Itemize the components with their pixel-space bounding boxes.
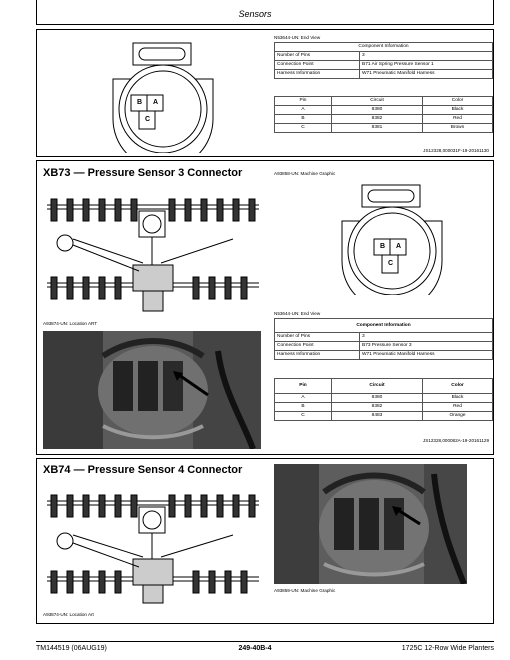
table-cell: Black bbox=[423, 394, 493, 403]
location-photo bbox=[43, 331, 261, 449]
header-rule bbox=[36, 24, 494, 25]
graphic-label: A93858-UN: Machine Graphic bbox=[274, 171, 336, 176]
machine-graphic-photo bbox=[274, 464, 467, 584]
table-cell: B73 Pressure Sensor 3 bbox=[360, 342, 493, 351]
table-cell: 8382 bbox=[332, 115, 423, 124]
table-cell: W71 Pneumatic Manifold Harness bbox=[360, 351, 493, 360]
table-cell: Harness Information bbox=[275, 351, 360, 360]
planter-location-diagram bbox=[43, 487, 263, 605]
reference-code: JS12328,000082A-19-20161129 bbox=[422, 438, 489, 443]
planter-location-diagram bbox=[43, 191, 263, 315]
block-2 bbox=[36, 160, 494, 455]
table-header: Color bbox=[423, 97, 493, 106]
view-label: N53644-UN: End View bbox=[274, 35, 321, 40]
component-info-table bbox=[274, 42, 493, 79]
footer-doc-id: TM144519 (06AUG19) bbox=[36, 645, 107, 652]
table-cell: Number of Pins bbox=[275, 333, 360, 342]
table-cell: 8483 bbox=[332, 412, 423, 421]
table-header: Pin bbox=[275, 379, 332, 394]
table-cell: 8380 bbox=[332, 106, 423, 115]
table-cell: A bbox=[275, 394, 332, 403]
table-cell: 8382 bbox=[332, 403, 423, 412]
graphic-label: A93859-UN: Machine Graphic bbox=[274, 588, 336, 593]
table-heading: Component Information bbox=[275, 43, 493, 52]
table-header: Circuit bbox=[332, 379, 423, 394]
table-header: Color bbox=[423, 379, 493, 394]
pin-label-a: A bbox=[153, 99, 159, 106]
pin-label-c: C bbox=[145, 116, 151, 123]
footer-page-number: 249-40B-4 bbox=[238, 645, 272, 652]
footer-rule bbox=[36, 641, 494, 642]
table-cell: B71 Air Spring Pressure Sensor 1 bbox=[360, 61, 493, 70]
table-cell: Connection Point bbox=[275, 61, 360, 70]
pin-label-a: A bbox=[396, 243, 402, 250]
view-label: N53644-UN: End View bbox=[274, 311, 321, 316]
location-label: A93874-UN: Location ART bbox=[43, 321, 98, 326]
table-cell: Connection Point bbox=[275, 342, 360, 351]
table-cell: Orange bbox=[423, 412, 493, 421]
table-header: Pin bbox=[275, 97, 332, 106]
reference-code: JS12328,000031F-19-20161130 bbox=[423, 148, 489, 153]
table-cell: Harness Information bbox=[275, 70, 360, 79]
table-cell: W71 Pneumatic Manifold Harness bbox=[360, 70, 493, 79]
table-cell: 3 bbox=[360, 52, 493, 61]
table-cell: Number of Pins bbox=[275, 52, 360, 61]
table-cell: Red bbox=[423, 115, 493, 124]
footer-product: 1725C 12-Row Wide Planters bbox=[401, 645, 494, 652]
table-cell: Brown bbox=[423, 124, 493, 133]
table-header: Circuit bbox=[332, 97, 423, 106]
table-cell: 3 bbox=[360, 333, 493, 342]
table-cell: 8380 bbox=[332, 394, 423, 403]
section-title-xb73: XB73 — Pressure Sensor 3 Connector bbox=[43, 167, 243, 179]
page-header-title: Sensors bbox=[238, 9, 272, 19]
table-cell: B bbox=[275, 115, 332, 124]
connector-end-view-2 bbox=[332, 181, 452, 295]
pin-table bbox=[274, 96, 493, 133]
table-cell: B bbox=[275, 403, 332, 412]
pin-table bbox=[274, 378, 493, 421]
table-heading: Component Information bbox=[275, 319, 493, 333]
section-title-xb74: XB74 — Pressure Sensor 4 Connector bbox=[43, 464, 243, 476]
table-cell: Red bbox=[423, 403, 493, 412]
block-1 bbox=[36, 29, 494, 157]
pin-label-b: B bbox=[380, 243, 386, 250]
component-info-table bbox=[274, 318, 493, 360]
block-3 bbox=[36, 458, 494, 624]
table-cell: A bbox=[275, 106, 332, 115]
pin-label-b: B bbox=[137, 99, 143, 106]
table-cell: 8381 bbox=[332, 124, 423, 133]
connector-end-view-1 bbox=[103, 39, 223, 153]
pin-label-c: C bbox=[388, 260, 394, 267]
table-cell: Black bbox=[423, 106, 493, 115]
table-cell: C bbox=[275, 412, 332, 421]
location-label: A93874-UN: Location Art bbox=[43, 612, 94, 617]
table-cell: C bbox=[275, 124, 332, 133]
